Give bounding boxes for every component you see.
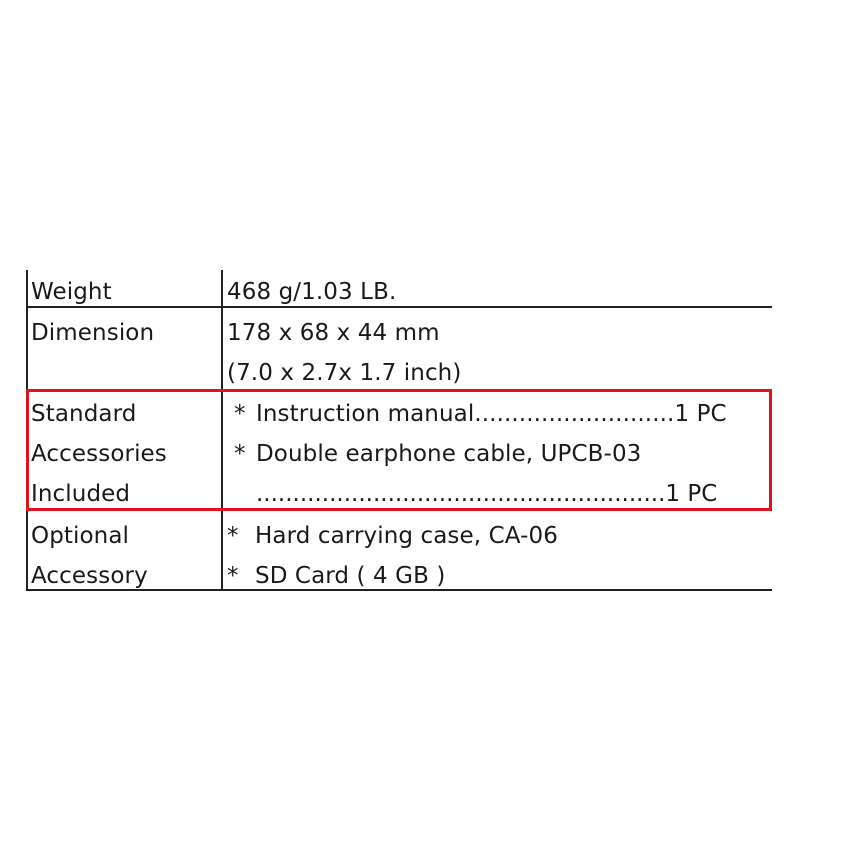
- optional-accessory-label-line2: Accessory: [31, 563, 148, 589]
- spec-table: [26, 270, 772, 591]
- item-text: Instruction manual...........................1 PC: [256, 401, 727, 427]
- bullet-asterisk: *: [227, 563, 239, 589]
- bullet-asterisk: *: [227, 523, 239, 549]
- standard-accessories-label-line1: Standard: [31, 401, 137, 427]
- item-text: Hard carrying case, CA-06: [255, 523, 558, 549]
- item-text: Double earphone cable, UPCB-03: [256, 441, 642, 467]
- bullet-asterisk: *: [234, 441, 246, 467]
- standard-accessory-item-earphone-cable: [234, 434, 641, 474]
- weight-label: Weight: [31, 279, 112, 305]
- row-divider-weight: [26, 306, 772, 308]
- dimension-value-imperial: (7.0 x 2.7x 1.7 inch): [227, 360, 462, 386]
- optional-accessory-label-line1: Optional: [31, 523, 130, 549]
- standard-accessory-item-manual: [234, 394, 727, 434]
- dimension-value-metric: 178 x 68 x 44 mm: [227, 320, 440, 346]
- optional-accessory-item-carrying-case: [227, 516, 558, 556]
- standard-accessories-label-line2: Accessories: [31, 441, 167, 467]
- dimension-label: Dimension: [31, 320, 155, 346]
- item-text: SD Card ( 4 GB ): [255, 563, 446, 589]
- optional-accessory-item-sd-card: [227, 556, 445, 596]
- standard-accessory-continuation: ........................................................1 PC: [256, 481, 718, 507]
- weight-value: 468 g/1.03 LB.: [227, 279, 397, 305]
- standard-accessories-label-line3: Included: [31, 481, 131, 507]
- bullet-asterisk: *: [234, 401, 246, 427]
